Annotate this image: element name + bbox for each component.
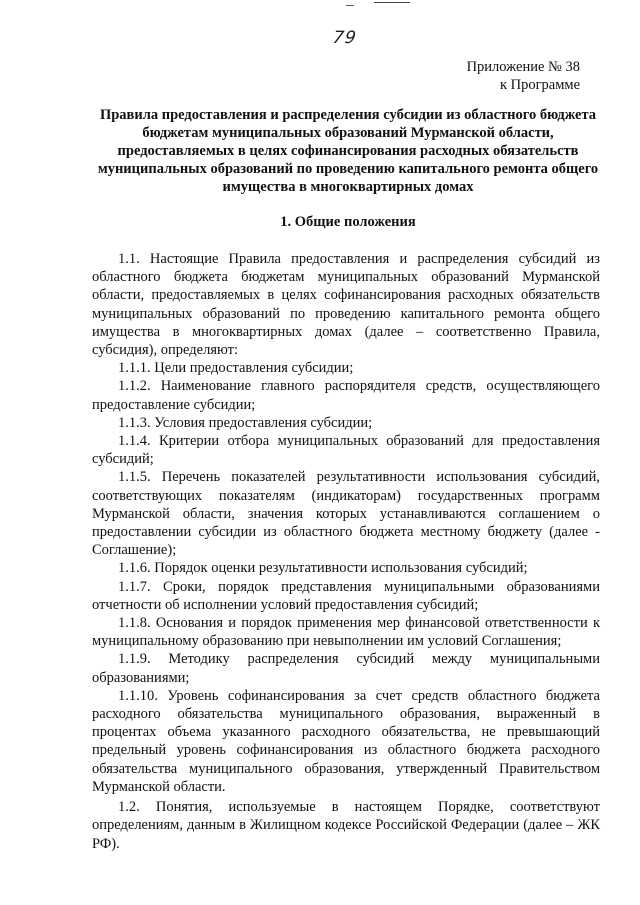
paragraph-1-1-6: 1.1.6. Порядок оценки результативности использования субсидий; xyxy=(118,560,528,577)
paragraph-1-1-2: 1.1.2. Наименование главного распорядителя средств, осуществляющего предоставление субсидии; xyxy=(92,378,600,413)
paragraph-1-1-3: 1.1.3. Условия предоставления субсидии; xyxy=(118,414,373,431)
handwritten-page-number: 79 xyxy=(331,28,359,48)
section-body xyxy=(92,250,600,853)
paragraph-1-1: 1.1. Настоящие Правила предоставления и распределения субсидий из областного бюджета бюджетам муниципальных образований Мурманской области, предоставляемых в целях софинансирования расходных обязательств муниципальных образований по проведению капитального ремонта общего имущества в многоквартирных домах (далее – соответственно Правила, субсидия), определяют: xyxy=(92,251,600,359)
paragraph-1-1-7: 1.1.7. Сроки, порядок представления муниципальными образованиями отчетности об исполнении условий предоставления субсидий; xyxy=(92,578,600,613)
paragraph-1-1-4: 1.1.4. Критерии отбора муниципальных образований для предоставления субсидий; xyxy=(92,433,600,468)
annex-line-1: Приложение № 38 xyxy=(466,59,580,75)
paragraph-1-1-1: 1.1.1. Цели предоставления субсидии; xyxy=(118,360,354,377)
paragraph-1-1-9: 1.1.9. Методику распределения субсидий между муниципальными образованиями; xyxy=(92,651,600,686)
scan-mark xyxy=(334,2,424,12)
paragraph-1-1-5: 1.1.5. Перечень показателей результативности использования субсидий, соответствующих показателям (индикаторам) государственных программ Мурманской области, значения которых устанавливаются соглашением о предоставлении субсидии из областного бюджета местному бюджету (далее - Соглашение); xyxy=(92,469,600,559)
annex-line-2: к Программе xyxy=(499,77,580,93)
section-heading: 1. Общие положения xyxy=(280,214,416,230)
document-title: Правила предоставления и распределения субсидии из областного бюджета бюджетам муниципальных образований Мурманской области, предоставляемых в целях софинансирования расходных обязательств муниципальных образований по проведению капитального ремонта общего имущества в многоквартирных домах xyxy=(97,107,599,195)
paragraph-1-1-8: 1.1.8. Основания и порядок применения мер финансовой ответственности к муниципальному образованию при невыполнении им условий Соглашения; xyxy=(92,615,600,650)
paragraph-1-2: 1.2. Понятия, используемые в настоящем Порядке, соответствуют определениям, данным в Жилищном кодексе Российской Федерации (далее – ЖК РФ). xyxy=(92,799,600,852)
annex-reference xyxy=(467,58,580,94)
paragraph-1-1-10: 1.1.10. Уровень софинансирования за счет средств областного бюджета расходного обязательства муниципального образования, выраженный в процентах объема указанного расходного обязательства, не превышающий предельный уровень софинансирования из областного бюджета расходного обязательства муниципального образования, утвержденный Правительством Мурманской области. xyxy=(92,687,600,795)
